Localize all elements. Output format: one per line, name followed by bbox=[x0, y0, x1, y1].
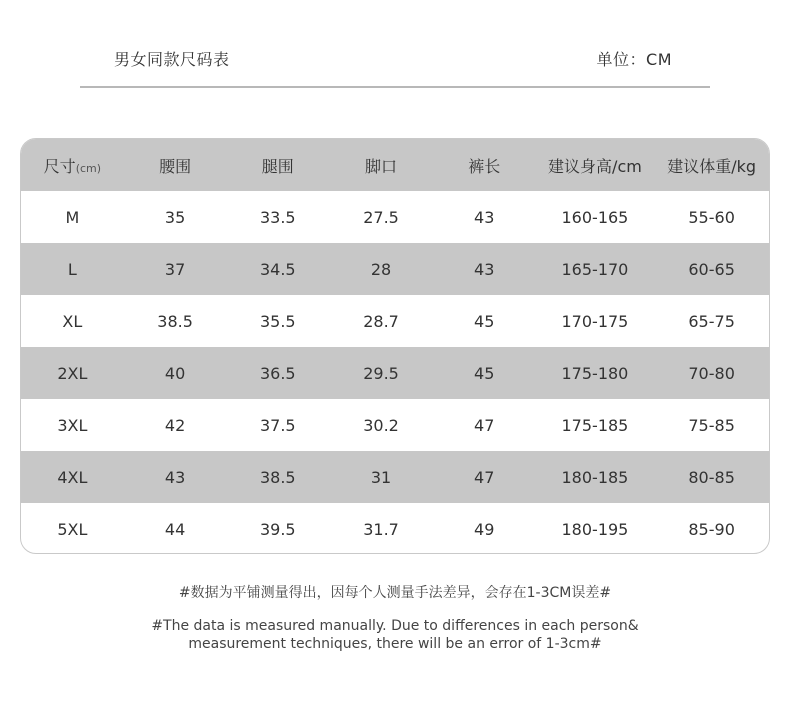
table-cell: 31 bbox=[370, 467, 392, 487]
column-header-waist: 腰围 bbox=[159, 156, 192, 176]
table-cell: 75-85 bbox=[688, 415, 735, 435]
column-header-weight: 建议体重/kg bbox=[667, 156, 757, 176]
table-cell: 47 bbox=[474, 467, 495, 487]
table-cell: 175-180 bbox=[561, 363, 629, 383]
column-header-leg-opening: 脚口 bbox=[365, 156, 398, 176]
note-english bbox=[0, 617, 790, 653]
table-cell: 43 bbox=[474, 207, 495, 227]
table-cell: M bbox=[65, 207, 80, 227]
table-cell: 40 bbox=[164, 363, 186, 383]
note-english-line-2: measurement techniques, there will be an error of 1-3cm# bbox=[188, 636, 602, 652]
table-row bbox=[21, 191, 769, 243]
table-cell: 34.5 bbox=[259, 259, 296, 279]
table-cell: 165-170 bbox=[561, 259, 629, 279]
table-cell: 180-185 bbox=[561, 467, 629, 487]
table-row bbox=[21, 295, 769, 347]
table-row bbox=[21, 399, 769, 451]
table-cell: 35.5 bbox=[259, 311, 296, 331]
table-cell: 35 bbox=[164, 207, 186, 227]
table-cell: 38.5 bbox=[157, 311, 193, 331]
table-cell: 180-195 bbox=[561, 519, 629, 539]
page-title: 男女同款尺码表 bbox=[114, 50, 230, 69]
table-cell: 60-65 bbox=[688, 259, 735, 279]
table-cell: 37.5 bbox=[259, 415, 296, 435]
table-header-row bbox=[21, 139, 769, 191]
table-cell: 49 bbox=[474, 519, 495, 539]
column-header-thigh: 腿围 bbox=[261, 156, 294, 176]
table-cell: 175-185 bbox=[561, 415, 629, 435]
table-cell: 37 bbox=[164, 259, 186, 279]
table-cell: 27.5 bbox=[363, 207, 399, 227]
column-header-height: 建议身高/cm bbox=[548, 156, 642, 176]
column-header-length: 裤长 bbox=[468, 156, 501, 176]
table-row bbox=[21, 243, 769, 295]
table-cell: 43 bbox=[164, 467, 186, 487]
table-cell: 47 bbox=[474, 415, 495, 435]
column-header-size-unit: (cm) bbox=[75, 161, 102, 175]
table-cell: 170-175 bbox=[561, 311, 629, 331]
table-cell: 45 bbox=[474, 363, 495, 383]
table-cell: L bbox=[67, 259, 77, 279]
table-row bbox=[21, 451, 769, 503]
table-cell: 29.5 bbox=[363, 363, 399, 383]
table-cell: 44 bbox=[164, 519, 186, 539]
table-row bbox=[21, 347, 769, 399]
table-cell: 28 bbox=[370, 259, 392, 279]
table-cell: 28.7 bbox=[363, 311, 399, 331]
table-row bbox=[21, 503, 769, 554]
header bbox=[80, 0, 710, 88]
table-cell: 45 bbox=[474, 311, 495, 331]
table-cell: 43 bbox=[474, 259, 495, 279]
note-english-line-1: #The data is measured manually. Due to differences in each person& bbox=[151, 618, 639, 634]
table-cell: 30.2 bbox=[363, 415, 399, 435]
table-cell: 85-90 bbox=[688, 519, 735, 539]
table-cell: 70-80 bbox=[688, 363, 735, 383]
unit-label: 单位：CM bbox=[596, 50, 672, 69]
table-cell: 39.5 bbox=[259, 519, 296, 539]
table-cell: 5XL bbox=[57, 519, 88, 539]
table-cell: 42 bbox=[164, 415, 186, 435]
table-cell: 33.5 bbox=[259, 207, 296, 227]
table-cell: 4XL bbox=[57, 467, 88, 487]
table-cell: 2XL bbox=[57, 363, 88, 383]
table-cell: 55-60 bbox=[688, 207, 735, 227]
table-cell: 65-75 bbox=[688, 311, 735, 331]
note-chinese: #数据为平铺测量得出，因每个人测量手法差异，会存在1-3CM误差# bbox=[178, 585, 612, 601]
column-header-size-label: 尺寸 bbox=[43, 156, 76, 176]
table-cell: 31.7 bbox=[363, 519, 399, 539]
table-cell: 80-85 bbox=[688, 467, 735, 487]
table-cell: 160-165 bbox=[561, 207, 629, 227]
size-table bbox=[20, 138, 770, 554]
table-cell: 3XL bbox=[57, 415, 88, 435]
column-header-size bbox=[21, 154, 124, 177]
table-cell: 38.5 bbox=[259, 467, 296, 487]
table-cell: 36.5 bbox=[259, 363, 296, 383]
table-cell: XL bbox=[62, 311, 83, 331]
